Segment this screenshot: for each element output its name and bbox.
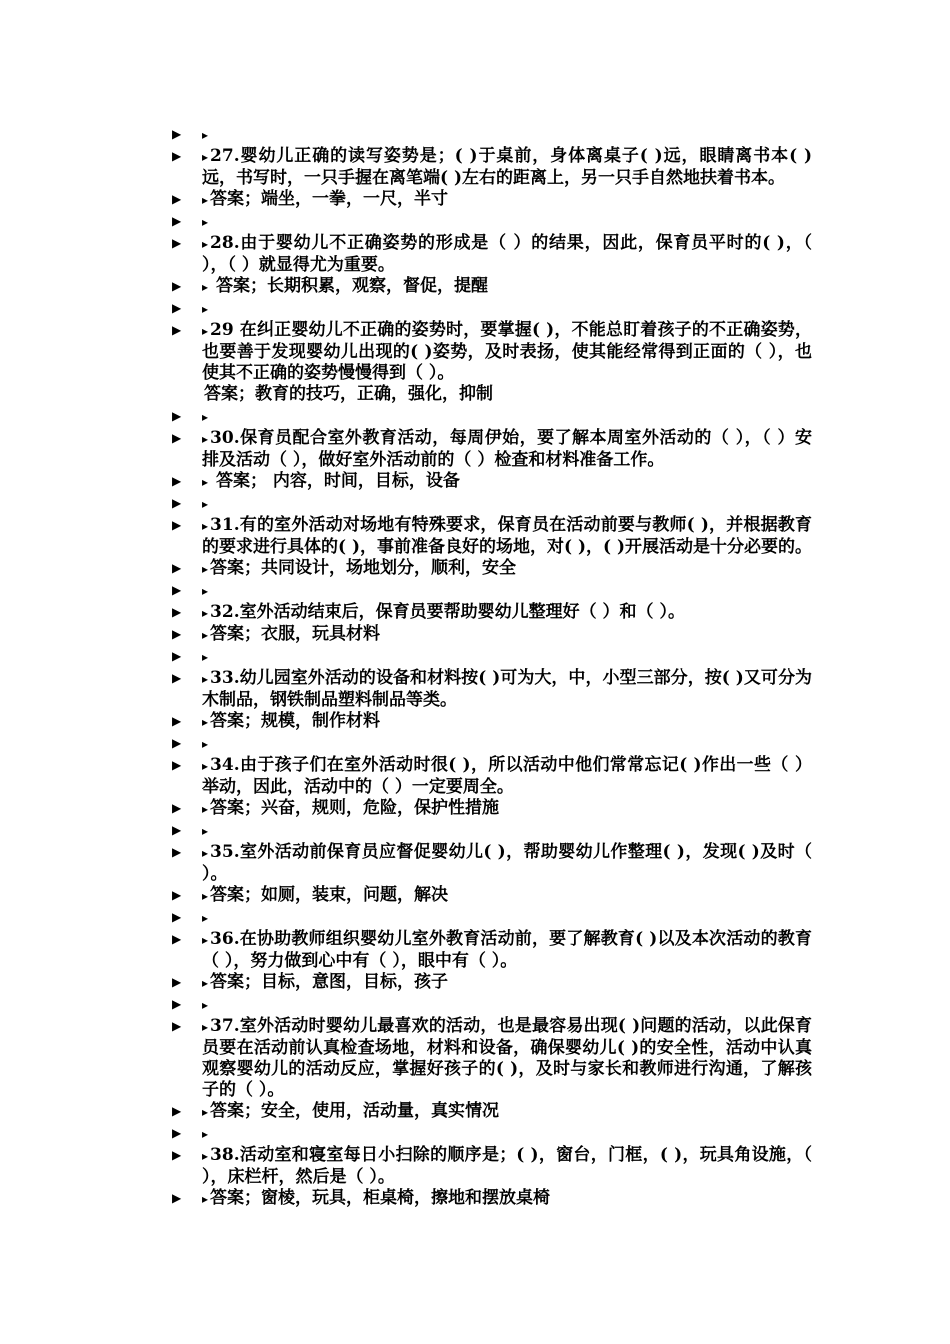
list-item bbox=[172, 1101, 812, 1123]
bullet-icon: ▶ bbox=[172, 1019, 182, 1033]
bullet-icon: ▶ bbox=[172, 583, 182, 597]
bullet-icon: ▶ bbox=[172, 997, 182, 1011]
item-body: 36.在协助教师组织婴幼儿室外教育活动前，要了解教育( )以及本次活动的教育（ ），努力做到心中有（ ），眼中有（ ）。 bbox=[202, 929, 812, 971]
bullet-icon: ▶ bbox=[172, 474, 182, 488]
bullet-icon: ▶ bbox=[172, 149, 182, 163]
list-item-text bbox=[202, 668, 812, 711]
list-item bbox=[172, 580, 812, 602]
item-body: 答案；目标，意图，目标，孩子 bbox=[210, 972, 449, 992]
bullet-icon: ▶ bbox=[172, 649, 182, 663]
list-item bbox=[172, 211, 812, 233]
bullet-icon: ▶ bbox=[172, 1104, 182, 1118]
inner-bullet-icon: ▸ bbox=[202, 824, 209, 838]
list-item bbox=[172, 842, 812, 885]
bullet-icon: ▶ bbox=[172, 192, 182, 206]
list-item-text bbox=[202, 624, 812, 646]
item-body: 答案；如厕，装束，问题，解决 bbox=[210, 885, 449, 905]
list-item bbox=[172, 733, 812, 755]
bullet-icon: ▶ bbox=[172, 910, 182, 924]
item-body: 答案；长期积累，观察，督促，提醒 bbox=[210, 276, 488, 296]
list-item-text bbox=[202, 1145, 812, 1188]
list-item-text bbox=[202, 820, 812, 842]
item-body: 答案；端坐，一拳，一尺，半寸 bbox=[210, 189, 449, 209]
inner-bullet-icon: ▸ bbox=[202, 802, 209, 816]
item-body: 答案；窗棱，玩具，柜桌椅，擦地和摆放桌椅 bbox=[210, 1188, 551, 1208]
inner-bullet-icon: ▸ bbox=[202, 650, 209, 664]
item-body: 答案；兴奋，规则，危险，保护性措施 bbox=[210, 798, 500, 818]
list-item-text bbox=[202, 885, 812, 907]
bullet-icon: ▶ bbox=[172, 801, 182, 815]
inner-bullet-icon: ▸ bbox=[202, 193, 209, 207]
inner-bullet-icon: ▸ bbox=[202, 128, 209, 142]
list-item bbox=[172, 233, 812, 276]
list-item bbox=[172, 711, 812, 733]
list-item bbox=[172, 1188, 812, 1210]
list-item bbox=[172, 493, 812, 515]
item-body: 32.室外活动结束后，保育员要帮助婴幼儿整理好（ ）和（ ）。 bbox=[210, 602, 685, 622]
bullet-icon: ▶ bbox=[172, 888, 182, 902]
inner-bullet-icon: ▸ bbox=[202, 280, 209, 294]
inner-bullet-icon: ▸ bbox=[202, 237, 209, 251]
list-item bbox=[172, 1016, 812, 1101]
inner-bullet-icon: ▸ bbox=[202, 759, 209, 773]
list-item-text bbox=[202, 124, 812, 146]
list-item bbox=[172, 798, 812, 820]
list-item bbox=[172, 624, 812, 646]
bullet-icon: ▶ bbox=[172, 736, 182, 750]
list-item-text bbox=[202, 842, 812, 885]
bullet-icon: ▶ bbox=[172, 561, 182, 575]
bullet-icon: ▶ bbox=[172, 496, 182, 510]
list-item bbox=[172, 124, 812, 146]
list-item-text bbox=[202, 1101, 812, 1123]
inner-bullet-icon: ▸ bbox=[202, 933, 209, 947]
list-item bbox=[172, 146, 812, 189]
bullet-icon: ▶ bbox=[172, 214, 182, 228]
bullet-icon: ▶ bbox=[172, 518, 182, 532]
inner-bullet-icon: ▸ bbox=[202, 715, 209, 729]
inner-bullet-icon: ▸ bbox=[202, 150, 209, 164]
list-item-text bbox=[202, 972, 812, 994]
bullet-icon: ▶ bbox=[172, 409, 182, 423]
list-item bbox=[172, 298, 812, 320]
list-item-text bbox=[202, 1188, 812, 1210]
list-item-text bbox=[202, 384, 812, 406]
list-item bbox=[172, 515, 812, 558]
item-body: 28.由于婴幼儿不正确姿势的形成是（ ）的结果，因此，保育员平时的( )，（ ），（ ）就显得尤为重要。 bbox=[202, 233, 812, 275]
inner-bullet-icon: ▸ bbox=[202, 1149, 209, 1163]
inner-bullet-icon: ▸ bbox=[202, 1020, 209, 1034]
bullet-icon: ▶ bbox=[172, 671, 182, 685]
item-body: 37.室外活动时婴幼儿最喜欢的活动，也是最容易出现( )问题的活动，以此保育员要在活动前认真检查场地，材料和设备，确保婴幼儿( )的安全性，活动中认真观察婴幼儿的活动反应，掌握好孩子的( )，及时与家长和教师进行沟通，了解孩子的（ ）。 bbox=[202, 1016, 812, 1100]
list-item-text bbox=[202, 798, 812, 820]
list-item-text bbox=[202, 929, 812, 972]
item-body: 38.活动室和寝室每日小扫除的顺序是；( )，窗台，门框，( )，玩具角设施，（ ），床栏杆，然后是（ ）。 bbox=[202, 1145, 812, 1187]
list-item-text bbox=[202, 233, 812, 276]
item-body: 31.有的室外活动对场地有特殊要求，保育员在活动前要与教师( )，并根据教育的要求进行具体的( )，事前准备良好的场地，对( )，( )开展活动是十分必要的。 bbox=[202, 515, 813, 557]
list-item bbox=[172, 428, 812, 471]
item-body: 答案；规模，制作材料 bbox=[210, 711, 381, 731]
inner-bullet-icon: ▸ bbox=[202, 1105, 209, 1119]
item-body: 答案；教育的技巧，正确，强化，抑制 bbox=[204, 384, 493, 404]
list-item-text bbox=[202, 755, 812, 798]
inner-bullet-icon: ▸ bbox=[202, 302, 209, 316]
item-body: 33.幼儿园室外活动的设备和材料按( )可为大，中，小型三部分，按( )又可分为木制品，钢铁制品塑料制品等类。 bbox=[202, 668, 812, 710]
bullet-icon: ▶ bbox=[172, 975, 182, 989]
item-body: 30.保育员配合室外教育活动，每周伊始，要了解本周室外活动的（ ），（ ）安排及活动（ ），做好室外活动前的（ ）检查和材料准备工作。 bbox=[202, 428, 812, 470]
list-item bbox=[172, 646, 812, 668]
list-item bbox=[172, 1145, 812, 1188]
list-item bbox=[172, 820, 812, 842]
answer-line bbox=[172, 384, 812, 406]
list-item-text bbox=[202, 733, 812, 755]
list-item bbox=[172, 189, 812, 211]
inner-bullet-icon: ▸ bbox=[202, 672, 209, 686]
list-item-text bbox=[202, 602, 812, 624]
bullet-icon: ▶ bbox=[172, 1191, 182, 1205]
list-item-text bbox=[202, 711, 812, 733]
item-body: 29 在纠正婴幼儿不正确的姿势时，要掌握( )，不能总盯着孩子的不正确姿势，也要善于发现婴幼儿出现的( )姿势，及时表扬，使其能经常得到正面的（ ），也使其不正确的姿势慢慢得到（ ）。 bbox=[202, 320, 812, 383]
list-item bbox=[172, 276, 812, 298]
list-item-text bbox=[202, 515, 812, 558]
list-item bbox=[172, 1123, 812, 1145]
list-item bbox=[172, 994, 812, 1016]
list-item-text bbox=[202, 493, 812, 515]
list-item bbox=[172, 885, 812, 907]
item-body: 答案； 内容，时间，目标，设备 bbox=[210, 471, 460, 491]
bullet-icon: ▶ bbox=[172, 845, 182, 859]
inner-bullet-icon: ▸ bbox=[202, 324, 209, 338]
item-body: 27.婴幼儿正确的读写姿势是；( )于桌前，身体离桌子( )远，眼睛离书本( )远，书写时，一只手握在离笔端( )左右的距离上，另一只手自然地扶着书本。 bbox=[202, 146, 812, 188]
inner-bullet-icon: ▸ bbox=[202, 1127, 209, 1141]
list-item-text bbox=[202, 428, 812, 471]
list-item bbox=[172, 406, 812, 428]
list-item-text bbox=[202, 320, 812, 384]
list-item-text bbox=[202, 1016, 812, 1101]
inner-bullet-icon: ▸ bbox=[202, 737, 209, 751]
list-item-text bbox=[202, 276, 812, 298]
bullet-icon: ▶ bbox=[172, 301, 182, 315]
inner-bullet-icon: ▸ bbox=[202, 215, 209, 229]
list-item-text bbox=[202, 1123, 812, 1145]
list-item-text bbox=[202, 406, 812, 428]
list-item-text bbox=[202, 558, 812, 580]
list-item-text bbox=[202, 298, 812, 320]
bullet-icon: ▶ bbox=[172, 758, 182, 772]
inner-bullet-icon: ▸ bbox=[202, 519, 209, 533]
list-item bbox=[172, 668, 812, 711]
inner-bullet-icon: ▸ bbox=[202, 628, 209, 642]
inner-bullet-icon: ▸ bbox=[202, 998, 209, 1012]
list-item-text bbox=[202, 471, 812, 493]
item-body: 答案；衣服，玩具材料 bbox=[210, 624, 381, 644]
list-item-text bbox=[202, 646, 812, 668]
list-item bbox=[172, 755, 812, 798]
inner-bullet-icon: ▸ bbox=[202, 1192, 209, 1206]
list-item bbox=[172, 320, 812, 384]
inner-bullet-icon: ▸ bbox=[202, 410, 209, 424]
list-item bbox=[172, 929, 812, 972]
list-item bbox=[172, 907, 812, 929]
list-item-text bbox=[202, 994, 812, 1016]
item-body: 答案；共同设计，场地划分，顺利，安全 bbox=[210, 558, 517, 578]
inner-bullet-icon: ▸ bbox=[202, 497, 209, 511]
bullet-icon: ▶ bbox=[172, 127, 182, 141]
item-body: 34.由于孩子们在室外活动时很( )，所以活动中他们常常忘记( )作出一些（ ）举动，因此，活动中的（ ）一定要周全。 bbox=[202, 755, 812, 797]
inner-bullet-icon: ▸ bbox=[202, 584, 209, 598]
list-item-text bbox=[202, 580, 812, 602]
bullet-icon: ▶ bbox=[172, 823, 182, 837]
bullet-icon: ▶ bbox=[172, 714, 182, 728]
bullet-icon: ▶ bbox=[172, 323, 182, 337]
inner-bullet-icon: ▸ bbox=[202, 889, 209, 903]
bullet-icon: ▶ bbox=[172, 431, 182, 445]
list-item bbox=[172, 972, 812, 994]
bullet-icon: ▶ bbox=[172, 1126, 182, 1140]
list-item-text bbox=[202, 907, 812, 929]
item-body: 35.室外活动前保育员应督促婴幼儿( )，帮助婴幼儿作整理( )，发现( )及时（ ）。 bbox=[202, 842, 812, 884]
inner-bullet-icon: ▸ bbox=[202, 976, 209, 990]
inner-bullet-icon: ▸ bbox=[202, 606, 209, 620]
bullet-icon: ▶ bbox=[172, 605, 182, 619]
bullet-icon: ▶ bbox=[172, 1148, 182, 1162]
inner-bullet-icon: ▸ bbox=[202, 432, 209, 446]
item-body: 答案；安全，使用，活动量，真实情况 bbox=[210, 1101, 500, 1121]
inner-bullet-icon: ▸ bbox=[202, 846, 209, 860]
list-item bbox=[172, 558, 812, 580]
bullet-icon: ▶ bbox=[172, 932, 182, 946]
list-item bbox=[172, 602, 812, 624]
bullet-icon: ▶ bbox=[172, 627, 182, 641]
bullet-icon: ▶ bbox=[172, 279, 182, 293]
bullet-icon: ▶ bbox=[172, 236, 182, 250]
list-item-text bbox=[202, 211, 812, 233]
inner-bullet-icon: ▸ bbox=[202, 475, 209, 489]
inner-bullet-icon: ▸ bbox=[202, 911, 209, 925]
list-item bbox=[172, 471, 812, 493]
list-item-text bbox=[202, 146, 812, 189]
inner-bullet-icon: ▸ bbox=[202, 562, 209, 576]
question-list bbox=[172, 124, 812, 1210]
list-item-text bbox=[202, 189, 812, 211]
